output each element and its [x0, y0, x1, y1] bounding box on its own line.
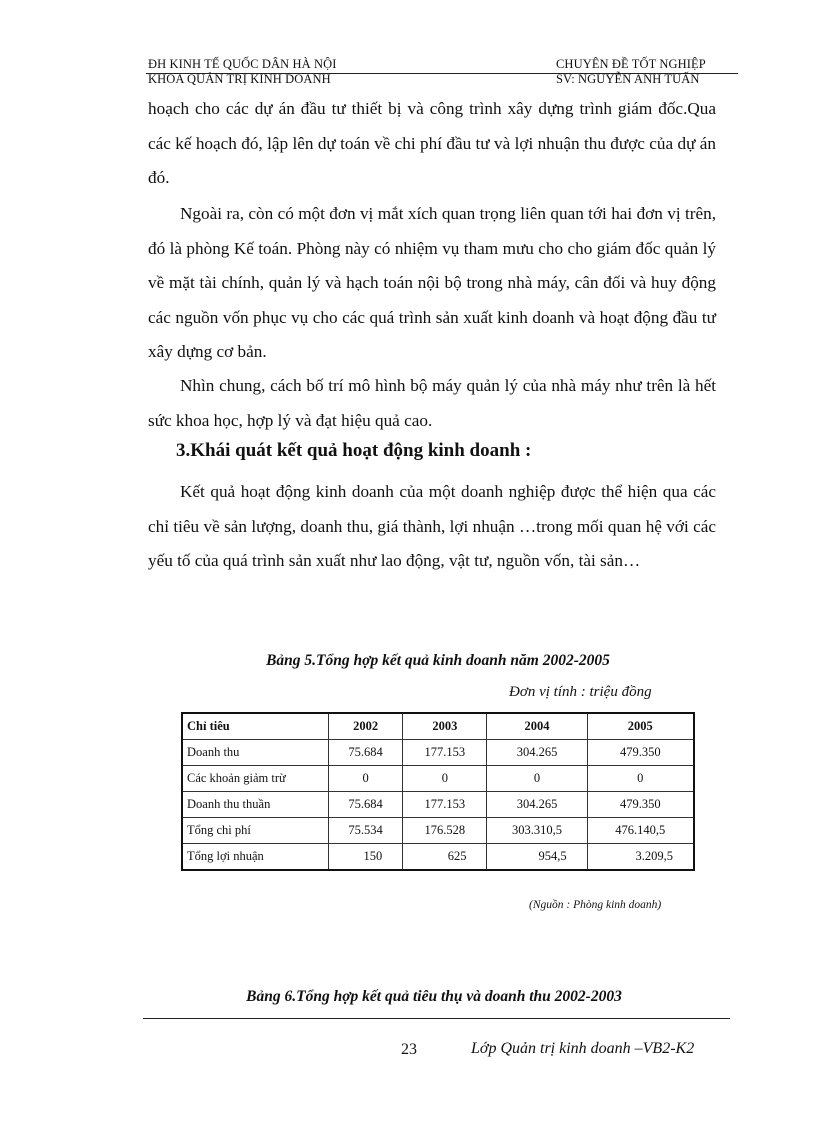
table-cell: 0	[587, 766, 694, 792]
column-header: 2004	[487, 713, 587, 740]
header-student: SV: NGUYỄN ANH TUẤN	[556, 72, 700, 86]
paragraph-4: Kết quả hoạt động kinh doanh của một doanh nghiệp được thể hiện qua các chỉ tiêu về sản lượng, doanh thu, giá thành, lợi nhuận …trong mối quan hệ với các yếu tố của quá trình sản xuất như lao động, vật tư, nguồn vốn, tài sản…	[148, 482, 716, 571]
header-university: ĐH KINH TẾ QUỐC DÂN HÀ NỘI	[148, 57, 337, 71]
table-cell: 479.350	[587, 740, 694, 766]
row-label: Doanh thu thuần	[182, 792, 329, 818]
column-header: Chỉ tiêu	[182, 713, 329, 740]
table-cell: 303.310,5	[487, 818, 587, 844]
table-cell: 150	[329, 844, 403, 871]
table-5-caption: Bảng 5.Tổng hợp kết quả kinh doanh năm 2002-2005	[266, 652, 610, 669]
header-faculty: KHOA QUẢN TRỊ KINH DOANH	[148, 72, 331, 86]
footer-divider	[143, 1018, 730, 1019]
table-row	[182, 766, 694, 792]
table-row	[182, 818, 694, 844]
table-cell: 177.153	[403, 740, 487, 766]
row-label: Doanh thu	[182, 740, 329, 766]
table-cell: 75.534	[329, 818, 403, 844]
table-cell: 304.265	[487, 792, 587, 818]
table-row	[182, 844, 694, 871]
table-cell: 954,5	[487, 844, 587, 871]
footer-class-label: Lớp Quản trị kinh doanh –VB2-K2	[471, 1040, 695, 1057]
table-cell: 177.153	[403, 792, 487, 818]
table-cell: 3.209,5	[587, 844, 694, 871]
paragraph-1: hoạch cho các dự án đầu tư thiết bị và công trình xây dựng trình giám đốc.Qua các kế hoạch đó, lập lên dự toán về chi phí đầu tư và lợi nhuận thu được của dự án đó.	[148, 99, 716, 188]
business-results-table	[181, 712, 695, 871]
table-row	[182, 792, 694, 818]
table-row	[182, 740, 694, 766]
paragraph-2: Ngoài ra, còn có một đơn vị mắt xích quan trọng liên quan tới hai đơn vị trên, đó là phòng Kế toán. Phòng này có nhiệm vụ tham mưu cho cho giám đốc quản lý về mặt tài chính, quản lý và hạch toán nội bộ trong nhà máy, cân đối và huy động các nguồn vốn phục vụ cho các quá trình sản xuất kinh doanh và hoạt động đầu tư xây dựng cơ bản.	[148, 204, 716, 362]
table-5-unit: Đơn vị tính : triệu đồng	[509, 684, 652, 700]
header-document-type: CHUYÊN ĐỀ TỐT NGHIỆP	[556, 57, 706, 71]
table-cell: 75.684	[329, 740, 403, 766]
paragraph-3: Nhìn chung, cách bố trí mô hình bộ máy quản lý của nhà máy như trên là hết sức khoa học, hợp lý và đạt hiệu quả cao.	[148, 376, 716, 430]
table-6-caption: Bảng 6.Tổng hợp kết quả tiêu thụ và doanh thu 2002-2003	[246, 988, 622, 1005]
table-5-source: (Nguồn : Phòng kinh doanh)	[529, 899, 662, 911]
table-cell: 176.528	[403, 818, 487, 844]
section-heading: 3.Khái quát kết quả hoạt động kinh doanh :	[176, 440, 532, 461]
column-header: 2005	[587, 713, 694, 740]
column-header: 2002	[329, 713, 403, 740]
table-cell: 0	[487, 766, 587, 792]
column-header: 2003	[403, 713, 487, 740]
table-cell: 0	[329, 766, 403, 792]
table-cell: 476.140,5	[587, 818, 694, 844]
row-label: Các khoản giảm trừ	[182, 766, 329, 792]
row-label: Tổng lợi nhuận	[182, 844, 329, 871]
row-label: Tổng chi phí	[182, 818, 329, 844]
page-number: 23	[401, 1041, 417, 1058]
table-cell: 304.265	[487, 740, 587, 766]
table-cell: 75.684	[329, 792, 403, 818]
table-header-row	[182, 713, 694, 740]
table-cell: 0	[403, 766, 487, 792]
table-cell: 479.350	[587, 792, 694, 818]
table-cell: 625	[403, 844, 487, 871]
